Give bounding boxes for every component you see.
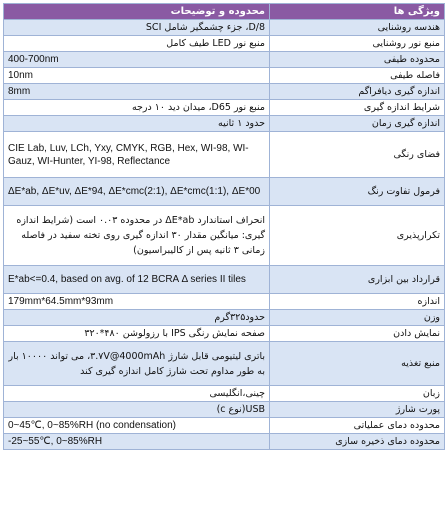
row-label: پورت شارژ	[270, 402, 445, 418]
row-value: منبع نور D65، میدان دید ۱۰ درجه	[4, 100, 270, 116]
row-label: محدوده طیفی	[270, 52, 445, 68]
row-label: تکرارپذیری	[270, 206, 445, 266]
row-label: فرمول تفاوت رنگ	[270, 178, 445, 206]
table-row	[4, 266, 445, 294]
row-value: 8mm	[4, 84, 270, 100]
row-value: E*ab<=0.4, based on avg. of 12 BCRA Δ series II tiles	[4, 266, 270, 294]
row-label: نمایش دادن	[270, 326, 445, 342]
table-row	[4, 402, 445, 418]
table-row	[4, 36, 445, 52]
table-row	[4, 20, 445, 36]
row-label: منبع نور روشنایی	[270, 36, 445, 52]
table-row	[4, 434, 445, 450]
table-header-row	[4, 4, 445, 20]
table-row	[4, 68, 445, 84]
row-label: منبع تغذیه	[270, 342, 445, 386]
row-value: CIE Lab, Luv, LCh, Yxy, CMYK, RGB, Hex, WI-98, WI-Gauz, WI-Hunter, YI-98, Reflectance	[4, 132, 270, 178]
row-label: قرارداد بین ابزاری	[270, 266, 445, 294]
row-value: 0~45℃, 0~85%RH (no condensation)	[4, 418, 270, 434]
row-label: محدوده دمای عملیاتی	[270, 418, 445, 434]
row-value: منبع نور LED طیف کامل	[4, 36, 270, 52]
row-value: ΔE*ab, ΔE*uv, ΔE*94, ΔE*cmc(2:1), ΔE*cmc(1:1), ΔE*00	[4, 178, 270, 206]
row-label: محدوده دمای ذخیره سازی	[270, 434, 445, 450]
row-label: اندازه	[270, 294, 445, 310]
row-label: شرایط اندازه گیری	[270, 100, 445, 116]
row-label: فضای رنگی	[270, 132, 445, 178]
row-value: چینی،انگلیسی	[4, 386, 270, 402]
row-value: باتری لیتیومی قابل شارژ ۳.۷V@4000mAh، می تواند ۱۰۰۰۰ بار به طور مداوم تحت شارژ کامل اندازه گیری کند	[4, 342, 270, 386]
table-row	[4, 52, 445, 68]
spec-table	[3, 3, 445, 450]
row-value: 179mm*64.5mm*93mm	[4, 294, 270, 310]
table-row	[4, 418, 445, 434]
row-label: اندازه گیری زمان	[270, 116, 445, 132]
table-row	[4, 386, 445, 402]
table-row	[4, 326, 445, 342]
table-row	[4, 342, 445, 386]
table-row	[4, 206, 445, 266]
spec-table-container	[3, 3, 444, 450]
header-feature: ویژگی ها	[270, 4, 445, 20]
table-row	[4, 84, 445, 100]
header-range: محدوده و توضیحات	[4, 4, 270, 20]
table-row	[4, 294, 445, 310]
table-row	[4, 100, 445, 116]
row-value: USB(نوع c)	[4, 402, 270, 418]
row-label: فاصله طیفی	[270, 68, 445, 84]
row-value: -25~55℃, 0~85%RH	[4, 434, 270, 450]
row-value: حدود ۱ ثانیه	[4, 116, 270, 132]
table-row	[4, 178, 445, 206]
row-value: 10nm	[4, 68, 270, 84]
row-label: هندسه روشنایی	[270, 20, 445, 36]
row-label: اندازه گیری دیافراگم	[270, 84, 445, 100]
row-value: D/8، جزء چشمگیر شامل SCI	[4, 20, 270, 36]
row-label: زبان	[270, 386, 445, 402]
table-row	[4, 116, 445, 132]
row-value: صفحه نمایش رنگی IPS با رزولوشن ۴۸۰*۳۲۰	[4, 326, 270, 342]
row-value: انحراف استاندارد ΔE*ab در محدوده ۰.۰۳ است (شرایط اندازه گیری: میانگین مقدار ۳۰ اندازه گیری روی تخته سفید در فاصله زمانی ۳ ثانیه پس از کالیبراسیون)	[4, 206, 270, 266]
table-row	[4, 132, 445, 178]
row-value: 400-700nm	[4, 52, 270, 68]
row-value: حدود۳۲۵گرم	[4, 310, 270, 326]
table-row	[4, 310, 445, 326]
row-label: وزن	[270, 310, 445, 326]
